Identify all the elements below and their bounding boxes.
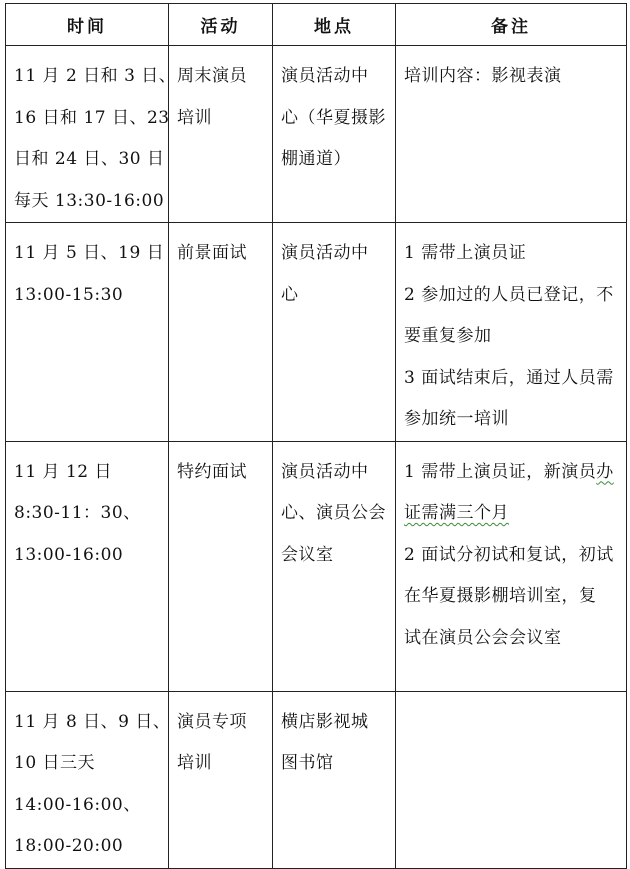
location-line: 演员活动中: [281, 243, 369, 263]
activity-cell: [169, 223, 273, 442]
location-line: 横店影视城: [281, 711, 369, 732]
notes-line: [404, 452, 622, 494]
notes-line: 要重复参加: [404, 326, 492, 346]
time-cell: [6, 441, 169, 691]
notes-cell: [396, 223, 627, 442]
table-row: [6, 223, 627, 442]
time-cell: [6, 223, 169, 442]
location-line: 会议室: [281, 544, 334, 565]
time-line: 14:00-16:00、: [14, 794, 141, 815]
schedule-table: [5, 3, 627, 869]
time-cell: [6, 691, 169, 868]
location-line: 演员活动中: [281, 66, 369, 86]
location-line: 演员活动中: [281, 461, 369, 482]
notes-line: 试在演员公会会议室: [404, 627, 562, 648]
notes-line: 2 面试分初试和复试，初试: [404, 544, 614, 565]
header-row: [6, 4, 627, 46]
location-line: 棚通道）: [281, 149, 351, 169]
location-cell: [273, 441, 396, 691]
time-line: 11 月 2 日和 3 日、: [14, 66, 177, 86]
time-line: 18:00-20:00: [14, 836, 124, 856]
activity-line: 周末演员: [177, 66, 247, 86]
notes-text: 1 需带上演员证，新演员: [404, 461, 597, 482]
location-line: 心、演员公会: [281, 503, 386, 523]
activity-line: 培训: [177, 753, 212, 773]
header-activity: 活动: [169, 4, 273, 46]
header-location: 地点: [273, 4, 396, 46]
activity-line: 特约面试: [177, 461, 247, 482]
location-line: 心（华夏摄影: [281, 107, 386, 128]
time-line: 日和 24 日、30 日: [14, 149, 165, 169]
location-cell: [273, 223, 396, 442]
time-line: 10 日三天: [14, 753, 96, 773]
time-line: 每天 13:30-16:00: [14, 190, 165, 211]
time-line: 16 日和 17 日、23: [14, 107, 170, 128]
notes-line: 证需满三个月: [404, 503, 509, 523]
notes-cell: [396, 46, 627, 223]
notes-cell: [396, 441, 627, 691]
time-line: 11 月 12 日: [14, 461, 112, 482]
time-line: 11 月 5 日、19 日: [14, 243, 165, 263]
notes-cell: [396, 691, 627, 868]
time-line: 13:00-15:30: [14, 284, 124, 305]
activity-cell: [169, 691, 273, 868]
header-time: 时间: [6, 4, 169, 46]
time-line: 13:00-16:00: [14, 544, 124, 565]
activity-line: 培训: [177, 107, 212, 128]
notes-line: 在华夏摄影棚培训室，复: [404, 586, 597, 606]
location-cell: [273, 691, 396, 868]
activity-line: 前景面试: [177, 243, 247, 263]
location-line: 心: [281, 284, 299, 305]
table-row: [6, 441, 627, 691]
activity-cell: [169, 441, 273, 691]
time-cell: [6, 46, 177, 223]
notes-line: 培训内容：影视表演: [404, 66, 562, 86]
time-line: 11 月 8 日、9 日、: [14, 711, 171, 732]
spellcheck-squiggle: 办: [596, 461, 614, 482]
location-line: 图书馆: [281, 753, 334, 773]
notes-line: 3 面试结束后，通过人员需: [404, 367, 614, 388]
table-row: [6, 46, 627, 223]
notes-line: 参加统一培训: [404, 409, 509, 429]
location-cell: [273, 46, 396, 223]
table-row: [6, 691, 627, 868]
notes-line: 2 参加过的人员已登记，不: [404, 284, 614, 305]
header-notes: 备注: [396, 4, 627, 46]
notes-line: 1 需带上演员证: [404, 243, 527, 263]
activity-cell: [169, 46, 273, 223]
activity-line: 演员专项: [177, 711, 247, 732]
time-line: 8:30-11：30、: [14, 503, 141, 523]
